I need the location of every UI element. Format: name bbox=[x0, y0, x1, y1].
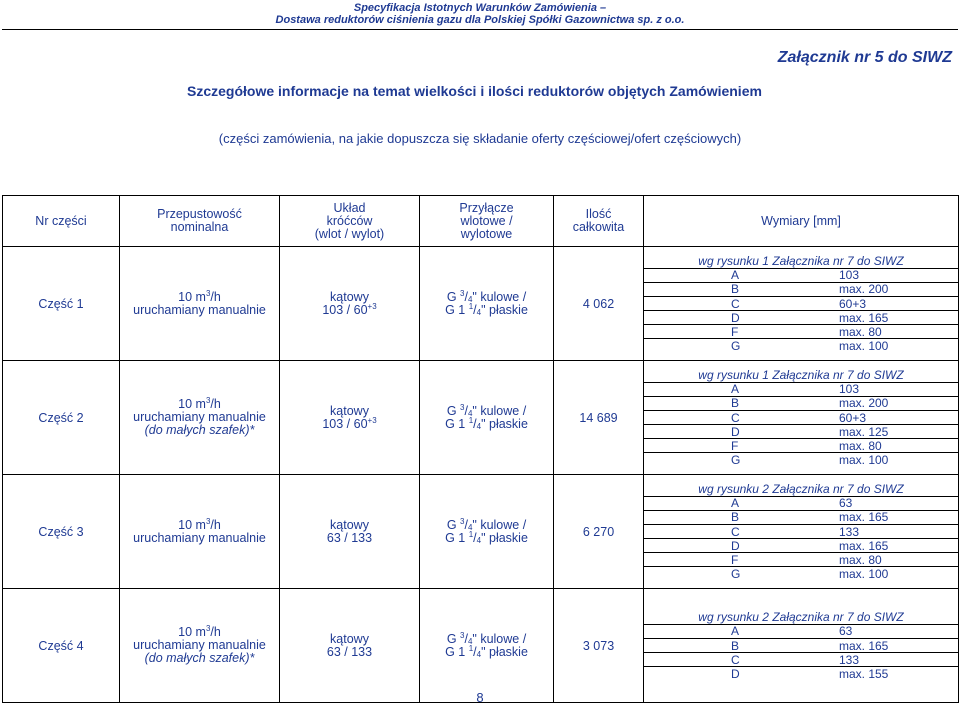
dim-value: max. 165 bbox=[839, 510, 889, 525]
dim-row bbox=[644, 453, 958, 467]
cell-connection: G $^3/_4$" kulowe / G 1 $^1/_4$" płaskie bbox=[420, 589, 554, 703]
cell-capacity bbox=[120, 361, 280, 475]
dim-value: max. 165 bbox=[839, 638, 889, 653]
dim-subheader-row bbox=[644, 255, 958, 269]
table-row bbox=[3, 247, 959, 361]
conn-inlet-type: " kulowe / bbox=[472, 631, 527, 646]
conn-outlet-den: 4 bbox=[476, 421, 482, 431]
conn-inlet-prefix: G bbox=[446, 631, 461, 646]
dim-value: max. 100 bbox=[839, 452, 889, 467]
layout-dimensions: 63 / 133 bbox=[326, 530, 373, 545]
conn-outlet-prefix: G 1 bbox=[445, 416, 469, 431]
layout-type: kątowy bbox=[330, 517, 369, 532]
layout-dimensions: 103 / 60 bbox=[322, 416, 368, 431]
conn-outlet-type: " płaskie bbox=[481, 530, 528, 545]
capacity-unit: /h bbox=[210, 517, 221, 532]
conn-outlet-num: 1 bbox=[468, 415, 474, 425]
quantity-value: 3 073 bbox=[582, 638, 615, 653]
dim-value: max. 125 bbox=[839, 424, 889, 439]
parts-table bbox=[2, 195, 959, 703]
capacity-exponent: 3 bbox=[205, 288, 211, 298]
conn-outlet-num: 1 bbox=[468, 301, 474, 311]
page-subtitle: (części zamówienia, na jakie dopuszcza się składanie oferty częściowej/ofert częściowych) bbox=[218, 131, 742, 146]
dim-value: max. 200 bbox=[839, 396, 889, 411]
cell-layout bbox=[280, 475, 420, 589]
dim-row bbox=[644, 410, 958, 424]
capacity-unit: /h bbox=[210, 625, 221, 639]
capacity-description: uruchamiany manualnie bbox=[133, 410, 266, 424]
dim-key: C bbox=[731, 652, 740, 667]
capacity-value: 10 m bbox=[178, 517, 206, 532]
cell-layout bbox=[280, 589, 420, 703]
dim-key: D bbox=[731, 424, 740, 439]
layout-type: kątowy bbox=[330, 631, 369, 646]
dim-value: 103 bbox=[839, 382, 860, 397]
cell-part-nr bbox=[3, 589, 120, 703]
dim-key: F bbox=[731, 552, 739, 567]
annex-label: Załącznik nr 5 do SIWZ bbox=[777, 49, 952, 66]
dim-key: B bbox=[731, 396, 740, 411]
dim-value: 103 bbox=[839, 268, 860, 283]
dim-value: 63 bbox=[839, 496, 853, 511]
dim-value: max. 100 bbox=[839, 566, 889, 581]
cell-dimensions bbox=[644, 589, 959, 703]
cell-part-nr bbox=[3, 475, 120, 589]
conn-inlet-den: 4 bbox=[467, 636, 473, 646]
table-row bbox=[3, 361, 959, 475]
dim-subheader-row bbox=[644, 483, 958, 497]
dim-value: max. 155 bbox=[839, 666, 889, 681]
dim-subheader: wg rysunku 2 Załącznika nr 7 do SIWZ bbox=[698, 482, 904, 497]
header-line-1: Specyfikacja Istotnych Warunków Zamówienia – bbox=[353, 2, 607, 14]
col-header-dimensions: Wymiary [mm] bbox=[644, 196, 959, 247]
dim-value: max. 200 bbox=[839, 282, 889, 297]
col-header-nr: Nr części bbox=[3, 196, 120, 247]
conn-outlet-type: " płaskie bbox=[481, 644, 528, 659]
cell-capacity bbox=[120, 475, 280, 589]
dim-subheader: wg rysunku 2 Załącznika nr 7 do SIWZ bbox=[698, 610, 904, 625]
capacity-value: 10 m bbox=[178, 289, 206, 304]
dim-row bbox=[644, 539, 958, 553]
conn-inlet-prefix: G bbox=[446, 517, 461, 532]
dim-key: B bbox=[731, 282, 740, 297]
dim-key: B bbox=[731, 638, 740, 653]
dim-row bbox=[644, 382, 958, 396]
conn-outlet-type: " płaskie bbox=[481, 416, 528, 431]
quantity-value: 14 689 bbox=[579, 410, 618, 425]
capacity-description: uruchamiany manualnie bbox=[133, 530, 266, 545]
dim-row bbox=[644, 653, 958, 667]
layout-dimensions: 63 / 133 bbox=[326, 644, 373, 659]
dim-subheader-row bbox=[644, 611, 958, 625]
dim-key: G bbox=[731, 452, 741, 467]
dim-key: C bbox=[731, 524, 740, 539]
dim-key: C bbox=[731, 410, 740, 425]
dim-row bbox=[644, 638, 958, 652]
dimensions-subtable bbox=[644, 255, 958, 353]
conn-inlet-den: 4 bbox=[467, 294, 473, 304]
dim-row bbox=[644, 667, 958, 681]
dim-key: D bbox=[731, 538, 740, 553]
cell-quantity bbox=[554, 475, 644, 589]
cell-dimensions bbox=[644, 475, 959, 589]
dim-key: G bbox=[731, 338, 741, 353]
table-row bbox=[3, 475, 959, 589]
conn-inlet-den: 4 bbox=[467, 522, 473, 532]
part-nr: Część 2 bbox=[38, 410, 84, 425]
dim-key: D bbox=[731, 666, 740, 681]
quantity-value: 6 270 bbox=[582, 524, 615, 539]
cell-connection: G $^3/_4$" kulowe / G 1 $^1/_4$" płaskie bbox=[420, 475, 554, 589]
dim-row bbox=[644, 425, 958, 439]
conn-inlet-type: " kulowe / bbox=[472, 289, 527, 304]
dim-row bbox=[644, 567, 958, 581]
cell-part-nr bbox=[3, 361, 120, 475]
conn-outlet-den: 4 bbox=[476, 307, 482, 317]
dim-row bbox=[644, 524, 958, 538]
dim-value: max. 80 bbox=[839, 552, 882, 567]
layout-type: kątowy bbox=[330, 403, 369, 418]
quantity-value: 4 062 bbox=[582, 296, 615, 311]
dim-row bbox=[644, 339, 958, 353]
cell-capacity bbox=[120, 247, 280, 361]
dim-row bbox=[644, 311, 958, 325]
conn-inlet-num: 3 bbox=[460, 288, 465, 298]
dim-value: 63 bbox=[839, 624, 853, 639]
conn-outlet-den: 4 bbox=[476, 649, 482, 659]
table-row bbox=[3, 589, 959, 703]
col-header-connection: Przyłącze wlotowe / wylotowe bbox=[420, 196, 554, 247]
dim-row bbox=[644, 282, 958, 296]
dim-row bbox=[644, 268, 958, 282]
capacity-exponent: 3 bbox=[205, 516, 211, 526]
cell-connection: G $^3/_4$" kulowe / G 1 $^1/_4$" płaskie bbox=[420, 361, 554, 475]
conn-outlet-num: 1 bbox=[468, 643, 474, 653]
cell-layout bbox=[280, 247, 420, 361]
conn-inlet-type: " kulowe / bbox=[472, 403, 527, 418]
conn-inlet-type: " kulowe / bbox=[472, 517, 527, 532]
cell-quantity bbox=[554, 361, 644, 475]
dim-value: max. 165 bbox=[839, 538, 889, 553]
dimensions-subtable bbox=[644, 369, 958, 467]
layout-type: kątowy bbox=[330, 289, 369, 304]
capacity-description: uruchamiany manualnie bbox=[133, 302, 266, 317]
dim-row bbox=[644, 496, 958, 510]
layout-tolerance: +3 bbox=[367, 415, 377, 425]
layout-tolerance: +3 bbox=[367, 301, 377, 311]
part-nr: Część 1 bbox=[38, 296, 84, 311]
capacity-value: 10 m bbox=[178, 625, 206, 639]
dim-subheader: wg rysunku 1 Załącznika nr 7 do SIWZ bbox=[698, 254, 904, 269]
col-header-capacity: Przepustowość nominalna bbox=[120, 196, 280, 247]
dim-key: A bbox=[731, 624, 740, 639]
dim-row bbox=[644, 553, 958, 567]
dim-value: max. 80 bbox=[839, 324, 882, 339]
page-number: 8 bbox=[476, 690, 484, 705]
cell-connection: G $^3/_4$" kulowe / G 1 $^1/_4$" płaskie bbox=[420, 247, 554, 361]
dim-key: A bbox=[731, 382, 740, 397]
dim-key: D bbox=[731, 310, 740, 325]
cell-layout bbox=[280, 361, 420, 475]
dim-row bbox=[644, 439, 958, 453]
dim-value: max. 165 bbox=[839, 310, 889, 325]
header-divider bbox=[2, 29, 958, 30]
dim-subheader: wg rysunku 1 Załącznika nr 7 do SIWZ bbox=[698, 368, 904, 383]
conn-outlet-prefix: G 1 bbox=[445, 302, 469, 317]
cell-part-nr bbox=[3, 247, 120, 361]
layout-dimensions: 103 / 60 bbox=[322, 302, 368, 317]
dim-key: B bbox=[731, 510, 740, 525]
dim-key: F bbox=[731, 324, 739, 339]
cell-dimensions bbox=[644, 247, 959, 361]
dim-key: A bbox=[731, 496, 740, 511]
cell-quantity bbox=[554, 589, 644, 703]
part-nr: Część 3 bbox=[38, 524, 84, 539]
dim-row bbox=[644, 396, 958, 410]
dim-value: 133 bbox=[839, 524, 860, 539]
cell-capacity bbox=[120, 589, 280, 703]
dim-row bbox=[644, 325, 958, 339]
dim-value: 60+3 bbox=[839, 410, 867, 425]
dim-row bbox=[644, 510, 958, 524]
capacity-description: uruchamiany manualnie bbox=[133, 638, 266, 652]
dim-value: max. 80 bbox=[839, 438, 882, 453]
col-header-layout: Układ króćców (wlot / wylot) bbox=[280, 196, 420, 247]
conn-inlet-num: 3 bbox=[460, 402, 465, 412]
dimensions-subtable bbox=[644, 611, 958, 680]
conn-outlet-type: " płaskie bbox=[481, 302, 528, 317]
dimensions-subtable bbox=[644, 483, 958, 581]
conn-outlet-den: 4 bbox=[476, 535, 482, 545]
dim-subheader-row bbox=[644, 369, 958, 383]
dim-row bbox=[644, 624, 958, 638]
capacity-value: 10 m bbox=[178, 397, 206, 411]
conn-inlet-prefix: G bbox=[446, 403, 461, 418]
conn-outlet-prefix: G 1 bbox=[445, 644, 469, 659]
conn-outlet-prefix: G 1 bbox=[445, 530, 469, 545]
dim-value: max. 100 bbox=[839, 338, 889, 353]
conn-inlet-den: 4 bbox=[467, 408, 473, 418]
page-title: Szczegółowe informacje na temat wielkości i ilości reduktorów objętych Zamówieniem bbox=[187, 83, 762, 99]
dim-key: F bbox=[731, 438, 739, 453]
dim-key: G bbox=[731, 566, 741, 581]
capacity-exponent: 3 bbox=[205, 624, 211, 633]
capacity-note: (do małych szafek)* bbox=[144, 423, 255, 437]
part-nr: Część 4 bbox=[38, 638, 84, 653]
table-header-row bbox=[3, 196, 959, 247]
dim-value: 60+3 bbox=[839, 296, 867, 311]
capacity-note: (do małych szafek)* bbox=[144, 651, 255, 665]
col-header-quantity: Ilość całkowita bbox=[554, 196, 644, 247]
dim-row bbox=[644, 296, 958, 310]
conn-inlet-prefix: G bbox=[446, 289, 461, 304]
header-line-2: Dostawa reduktorów ciśnienia gazu dla Polskiej Spółki Gazownictwa sp. z o.o. bbox=[275, 14, 685, 26]
cell-dimensions bbox=[644, 361, 959, 475]
dim-key: C bbox=[731, 296, 740, 311]
conn-outlet-num: 1 bbox=[468, 529, 474, 539]
dim-value: 133 bbox=[839, 652, 860, 667]
dim-key: A bbox=[731, 268, 740, 283]
conn-inlet-num: 3 bbox=[460, 630, 465, 640]
cell-quantity bbox=[554, 247, 644, 361]
capacity-exponent: 3 bbox=[205, 396, 211, 405]
capacity-unit: /h bbox=[210, 289, 221, 304]
conn-inlet-num: 3 bbox=[460, 516, 465, 526]
capacity-unit: /h bbox=[210, 397, 221, 411]
